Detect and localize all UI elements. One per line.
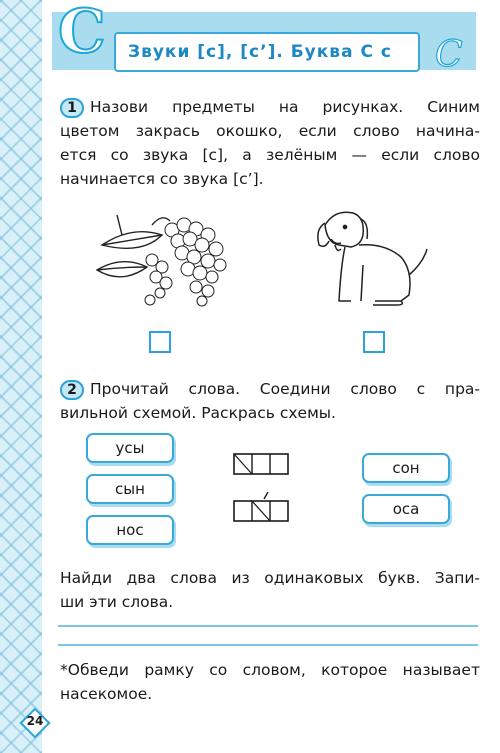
lilac-image: [92, 205, 232, 315]
page-number: 24: [26, 714, 44, 728]
sound-scheme-soft[interactable]: [230, 450, 294, 480]
page-title: Звуки [с], [с’]. Буква С с: [128, 42, 392, 62]
task2-line: Прочитай слова. Соедини слово с пра-: [90, 380, 480, 398]
color-box-dog[interactable]: [363, 331, 385, 353]
word-card[interactable]: нос: [86, 515, 174, 545]
task-number-1: 1: [60, 98, 84, 118]
sound-scheme-stressed[interactable]: [230, 490, 294, 526]
task1-line: цветом закрась окошко, если слово начина-: [60, 122, 480, 140]
extra-line: *Обведи рамку со словом, которое называет: [60, 661, 480, 679]
extra-line: насекомое.: [60, 685, 153, 703]
followup-line: Найди два слова из одинаковых букв. Запи-: [60, 569, 480, 587]
task-number-2: 2: [60, 380, 84, 400]
word-card[interactable]: сын: [86, 474, 174, 504]
task1-text: [60, 95, 480, 191]
extra-task: [60, 658, 480, 706]
title-box: [114, 32, 420, 72]
word-card[interactable]: оса: [362, 494, 450, 524]
word-card[interactable]: сон: [362, 453, 450, 483]
followup-line: ши эти слова.: [60, 593, 174, 611]
word-card[interactable]: усы: [86, 433, 174, 463]
task2-text: [60, 377, 480, 425]
script-letter: С: [435, 34, 463, 75]
color-box-lilac[interactable]: [149, 331, 171, 353]
task1-line: начинается со звука [с’].: [60, 170, 264, 188]
task2-line: вильной схемой. Раскрась схемы.: [60, 404, 336, 422]
chapter-letter: С: [58, 0, 106, 67]
task1-line: Назови предметы на рисунках. Синим: [90, 98, 480, 116]
answer-line[interactable]: [58, 644, 478, 646]
task1-line: ется со звука [с], а зелёным — если слово: [60, 146, 480, 164]
answer-line[interactable]: [58, 625, 478, 627]
decorative-border: [0, 0, 42, 753]
task2-followup: [60, 566, 480, 614]
dog-image: [305, 205, 435, 315]
